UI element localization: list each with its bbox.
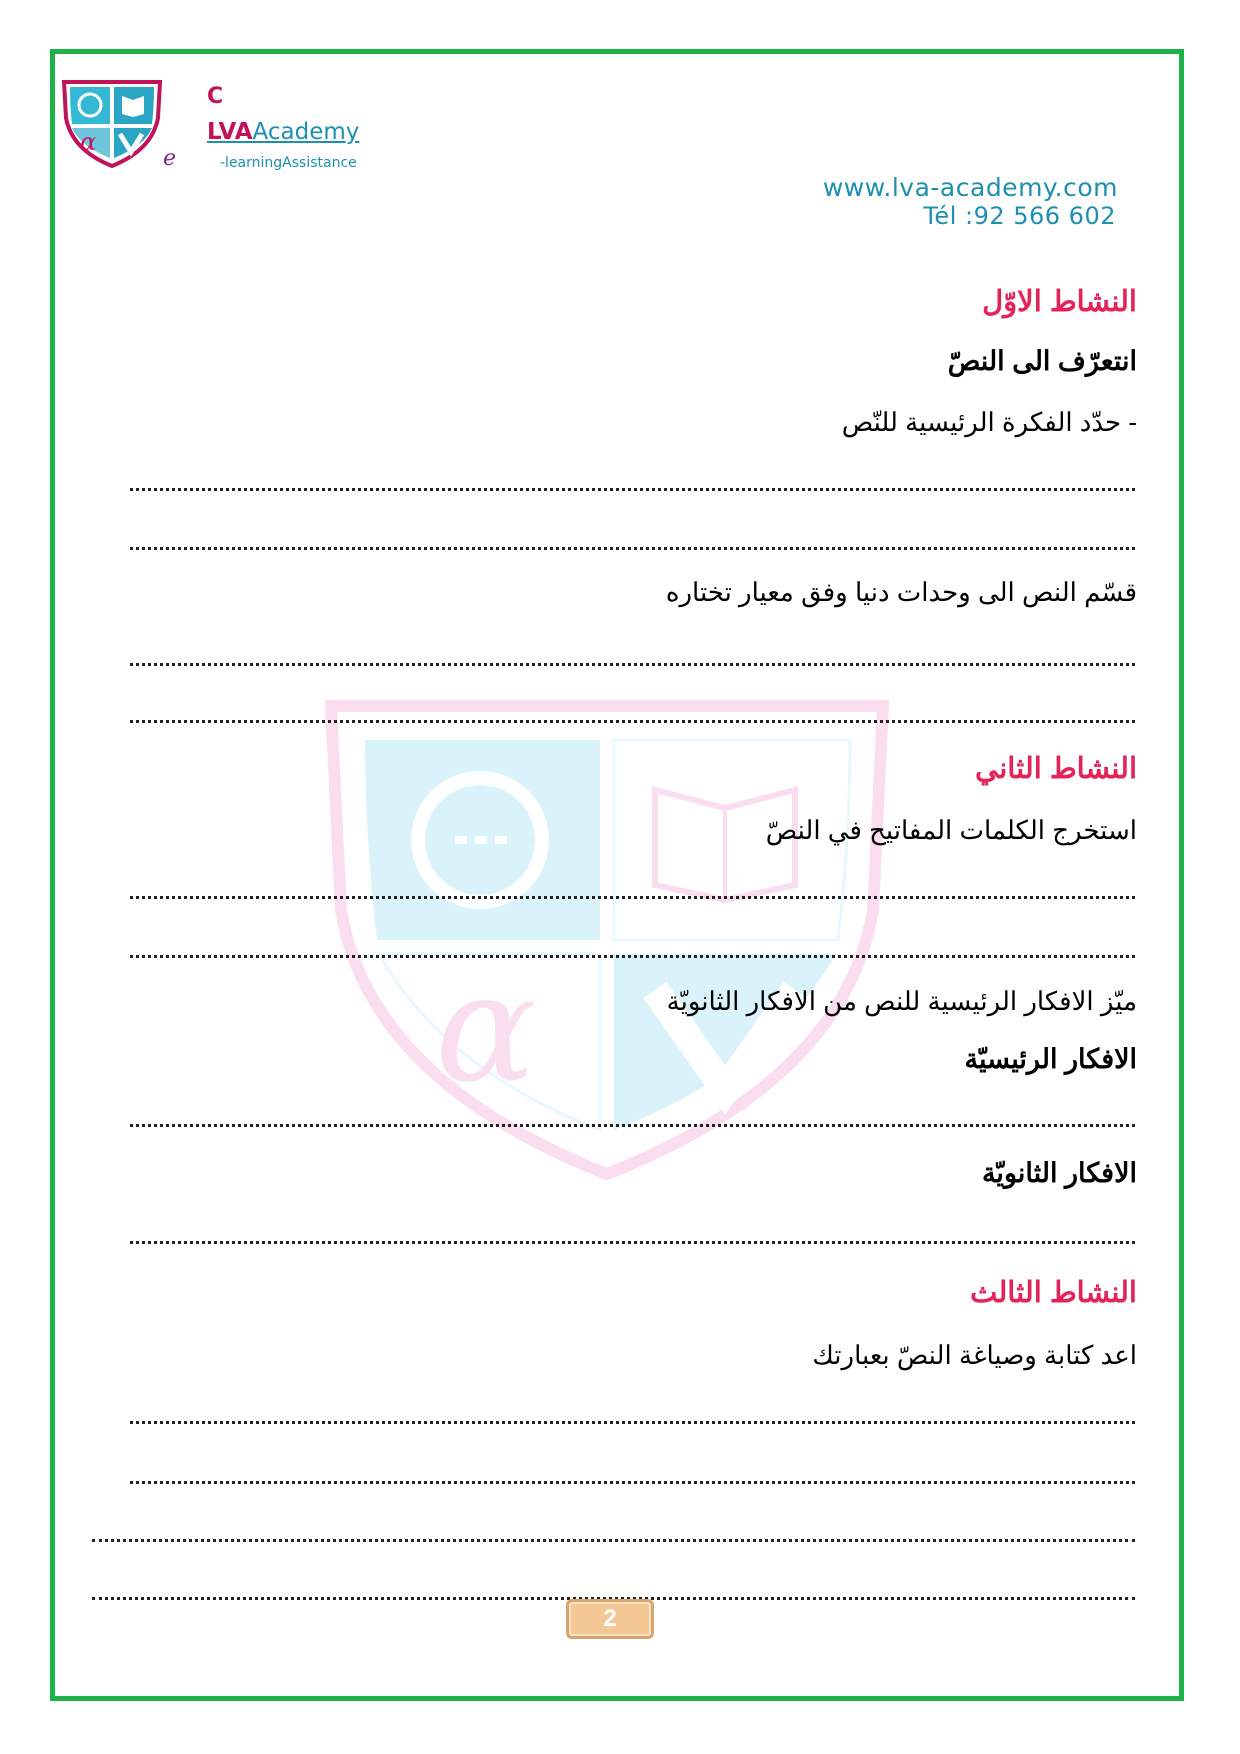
answer-line[interactable] (130, 955, 1135, 958)
brand-letter: C (207, 84, 224, 109)
answer-line[interactable] (130, 1124, 1135, 1127)
activity-1-subtitle: انتعرّف الى النصّ (947, 346, 1137, 376)
answer-line[interactable] (130, 547, 1135, 550)
answer-line[interactable] (130, 1481, 1135, 1484)
activity-1-question-1: - حدّد الفكرة الرئيسية للنّص (841, 407, 1137, 437)
answer-line[interactable] (130, 488, 1135, 491)
activity-2-question-2: ميّز الافكار الرئيسية للنص من الافكار الثانويّة (666, 986, 1137, 1016)
activity-1-title: النشاط الاوّل (982, 286, 1137, 318)
svg-text:α: α (80, 128, 97, 156)
brand-tagline: -learningAssistance (220, 155, 357, 171)
activity-1-question-2: قسّم النص الى وحدات دنيا وفق معيار تختاره (665, 577, 1137, 607)
phone-number: Tél :92 566 602 (923, 202, 1116, 230)
answer-line[interactable] (130, 896, 1135, 899)
answer-line[interactable] (130, 1421, 1135, 1424)
activity-2-title: النشاط الثاني (975, 753, 1137, 785)
brand-academy: Academy (252, 119, 360, 145)
website-link[interactable]: www.lva-academy.com (822, 173, 1118, 202)
answer-line[interactable] (130, 720, 1135, 723)
activity-3-question-1: اعد كتابة وصياغة النصّ بعبارتك (812, 1340, 1137, 1370)
activity-3-title: النشاط الثالث (969, 1277, 1137, 1309)
secondary-ideas-label: الافكار الثانويّة (981, 1158, 1137, 1188)
logo-e-letter: e (163, 146, 177, 171)
answer-line[interactable] (92, 1539, 1135, 1542)
activity-2-question-1: استخرج الكلمات المفاتيح في النصّ (765, 815, 1137, 845)
svg-text:α: α (435, 942, 537, 1116)
main-ideas-label: الافكار الرئيسيّة (964, 1044, 1137, 1074)
page-number-badge: 2 (566, 1599, 654, 1639)
answer-line[interactable] (130, 663, 1135, 666)
answer-line[interactable] (130, 1241, 1135, 1244)
brand-lva: LVA (207, 119, 253, 145)
